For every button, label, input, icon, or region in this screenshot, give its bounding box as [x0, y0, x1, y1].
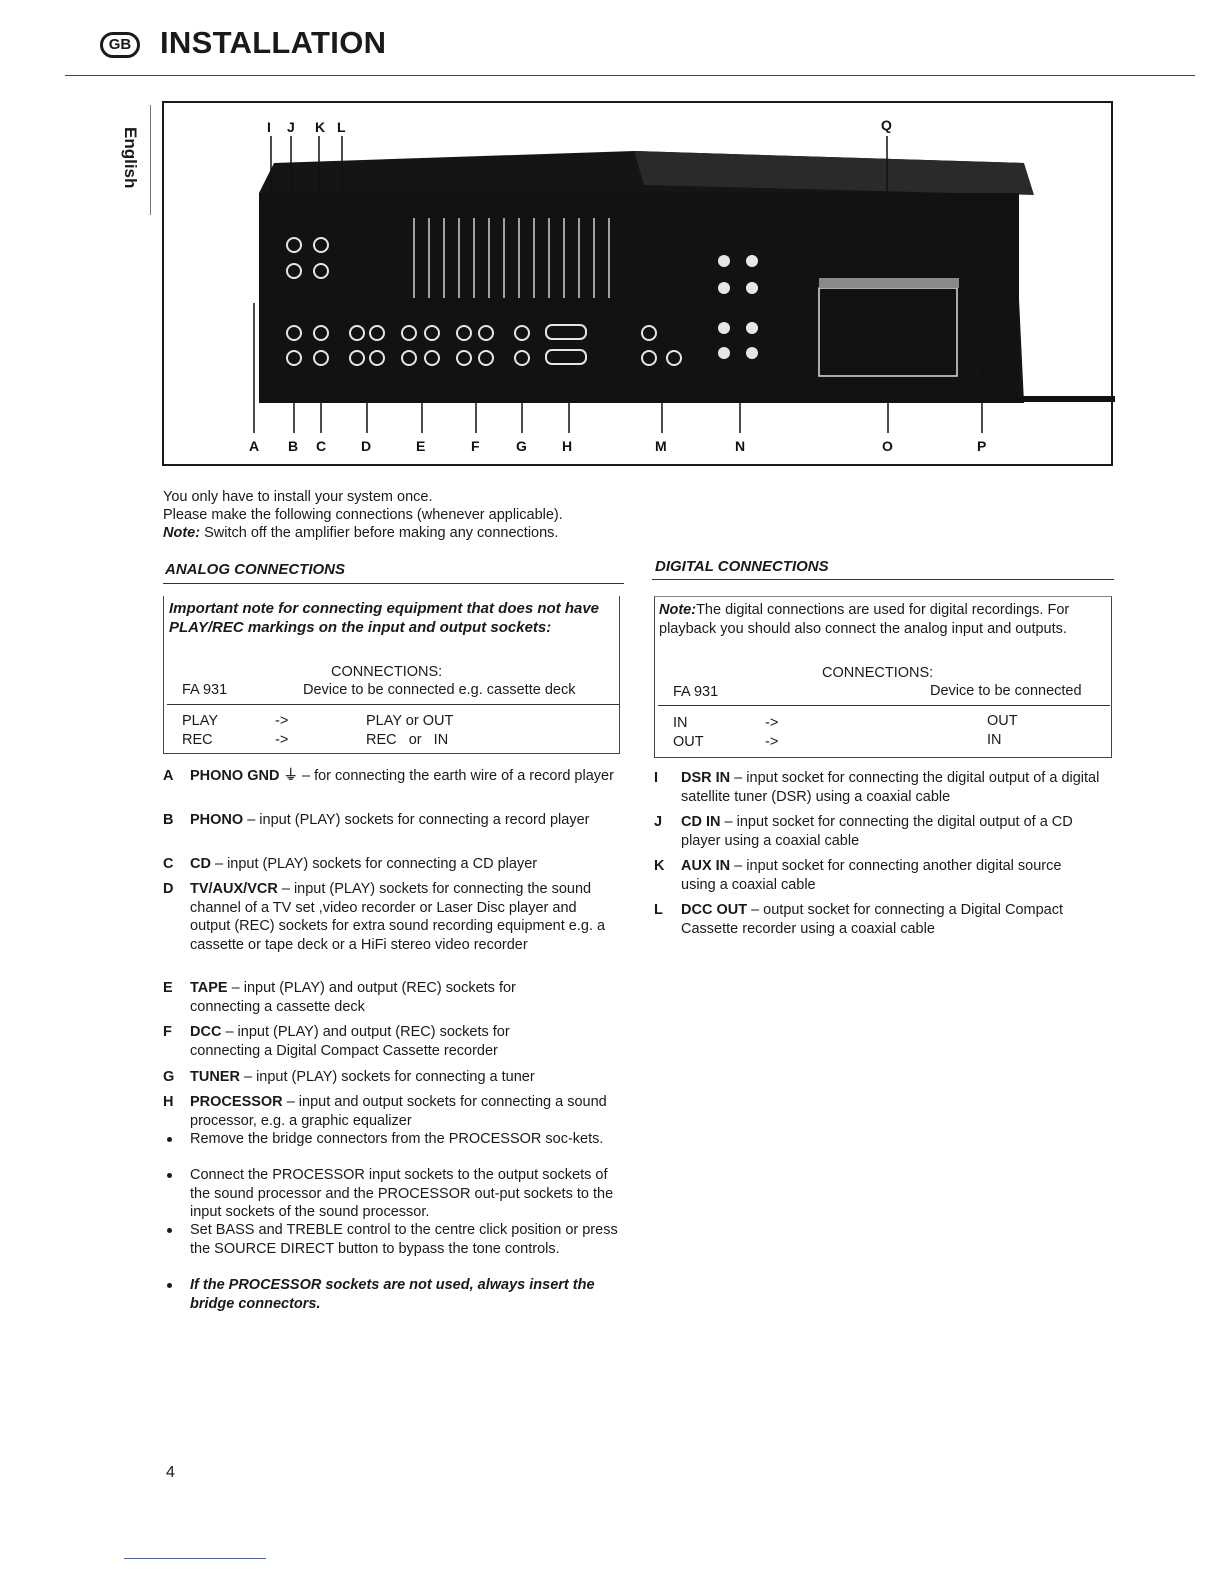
figure-label-i: I	[267, 119, 271, 135]
item-name: PROCESSOR	[190, 1094, 283, 1110]
digital-row1-b: OUT	[987, 713, 1018, 729]
bullet-icon	[167, 1283, 172, 1288]
language-side-tab	[110, 105, 151, 215]
item-key: J	[654, 814, 663, 830]
item-key: D	[163, 881, 174, 897]
bullet-icon	[167, 1173, 172, 1178]
digital-note-key: Note:	[659, 602, 697, 618]
item-key: L	[654, 902, 663, 918]
analog-row2-a: REC	[182, 732, 213, 748]
analog-heading-rule	[163, 583, 624, 584]
item-text: – input socket for connecting the digital output of a digital satellite tuner (DSR) using a coaxial cable	[681, 770, 1100, 805]
intro-note	[163, 524, 643, 542]
digital-heading: DIGITAL CONNECTIONS	[655, 558, 829, 575]
item-text: – for connecting the earth wire of a record player	[297, 768, 614, 784]
item-text: – input (PLAY) sockets for connecting a tuner	[239, 1069, 535, 1085]
analog-row1-a: PLAY	[182, 713, 219, 729]
digital-row2-arrow: ->	[765, 734, 779, 750]
page-title: INSTALLATION	[160, 25, 387, 60]
bullet-icon	[167, 1228, 172, 1233]
analog-col1-header: FA 931	[182, 682, 228, 698]
page-number: 4	[166, 1464, 175, 1481]
intro-line-1: You only have to install your system once.	[163, 489, 433, 505]
figure-label-d: D	[361, 438, 372, 454]
figure-label-g: G	[516, 438, 527, 454]
intro-note-key: Note:	[163, 525, 201, 541]
item-text: – input socket for connecting the digital output of a CD player using a coaxial cable	[681, 814, 1073, 849]
analog-item-g	[163, 1068, 623, 1088]
item-text: – input and output sockets for connecting a sound processor, e.g. a graphic equalizer	[190, 1094, 607, 1129]
analog-item-h	[163, 1093, 623, 1133]
item-key: H	[163, 1094, 174, 1110]
analog-item-c	[163, 855, 623, 875]
figure-label-h: H	[562, 438, 573, 454]
language-badge: GB	[100, 32, 140, 58]
analog-row2-b: REC or IN	[366, 732, 449, 748]
item-name: AUX IN	[681, 858, 731, 874]
figure-label-l: L	[337, 119, 346, 135]
rear-panel-illustration	[164, 103, 1115, 468]
item-text: – output socket for connecting a Digital Compact Cassette recorder using a coaxial cable	[681, 902, 1064, 937]
analog-bullet-1: Remove the bridge connectors from the PROCESSOR soc-kets.	[163, 1130, 625, 1168]
item-name: PHONO GND ⏚	[190, 768, 298, 784]
digital-row1-arrow: ->	[765, 715, 779, 731]
figure-label-m: M	[655, 438, 667, 454]
figure-label-e: E	[416, 438, 426, 454]
item-name: CD	[190, 856, 211, 872]
intro-line-2: Please make the following connections (whenever applicable).	[163, 507, 563, 523]
analog-box-note: Important note for connecting equipment that does not have PLAY/REC markings on the input and output sockets:	[169, 600, 600, 636]
digital-row1-a: IN	[673, 715, 688, 731]
footer-mark	[124, 1558, 266, 1559]
digital-item-l	[654, 901, 1124, 941]
digital-col2-header: Device to be connected	[930, 683, 1082, 699]
analog-bullet-3: Set BASS and TREBLE control to the centre click position or press the SOURCE DIRECT button to bypass the tone controls.	[163, 1221, 625, 1277]
analog-item-b	[163, 811, 623, 851]
rear-panel-figure	[162, 101, 1113, 466]
item-key: G	[163, 1069, 175, 1085]
side-tab-label: English	[121, 127, 140, 189]
analog-bullet-final: If the PROCESSOR sockets are not used, always insert the bridge connectors.	[163, 1276, 625, 1316]
figure-label-c: C	[316, 438, 327, 454]
analog-item-d	[163, 880, 623, 976]
analog-row1-b: PLAY or OUT	[366, 713, 454, 729]
analog-heading: ANALOG CONNECTIONS	[165, 561, 345, 578]
digital-note-text: The digital connections are used for digital recordings. For playback you should also connect the analog input and outputs.	[659, 602, 1070, 637]
item-text: – input (PLAY) sockets for connecting a CD player	[210, 856, 538, 872]
figure-label-a: A	[249, 438, 260, 454]
item-text: – input (PLAY) and output (REC) sockets for connecting a cassette deck	[190, 980, 516, 1015]
digital-row2-a: OUT	[673, 734, 704, 750]
digital-connections-label: CONNECTIONS:	[822, 665, 934, 681]
item-text: – input (PLAY) sockets for connecting a record player	[243, 812, 590, 828]
digital-item-i	[654, 769, 1116, 809]
item-name: TUNER	[190, 1069, 240, 1085]
digital-row2-b: IN	[987, 732, 1002, 748]
figure-label-q: Q	[881, 117, 892, 133]
intro-text	[163, 488, 643, 542]
item-text: – input (PLAY) sockets for connecting the sound channel of a TV set ,video recorder or Laser Disc player and output (REC) sockets for extra sound recording equipment e.g. a cassette or tape deck or a HiFi stereo video recorder	[190, 881, 606, 953]
analog-connections-label: CONNECTIONS:	[331, 664, 443, 680]
figure-label-f: F	[471, 438, 480, 454]
figure-label-o: O	[882, 438, 893, 454]
digital-col1-header: FA 931	[673, 684, 719, 700]
figure-label-p: P	[977, 438, 987, 454]
digital-note-box	[654, 596, 1112, 758]
digital-item-k	[654, 857, 1116, 897]
analog-bullet-2: Connect the PROCESSOR input sockets to the output sockets of the sound processor and the PROCESSOR out-put sockets to the input sockets of the sound processor.	[163, 1166, 625, 1222]
item-key: B	[163, 812, 174, 828]
intro-note-text: Switch off the amplifier before making any connections.	[200, 525, 559, 541]
analog-note-box	[163, 596, 620, 754]
item-key: C	[163, 856, 174, 872]
digital-table-rule	[658, 705, 1110, 706]
item-name: DCC	[190, 1024, 222, 1040]
item-key: E	[163, 980, 173, 996]
figure-label-k: K	[315, 119, 326, 135]
item-text: – input (PLAY) and output (REC) sockets for connecting a Digital Compact Cassette recorder	[190, 1024, 510, 1059]
item-name: DSR IN	[681, 770, 731, 786]
item-text: – input socket for connecting another digital source using a coaxial cable	[681, 858, 1062, 893]
figure-label-n: N	[735, 438, 746, 454]
figure-label-b: B	[288, 438, 299, 454]
analog-item-e	[163, 979, 623, 1019]
item-name: DCC OUT	[681, 902, 748, 918]
item-name: PHONO	[190, 812, 244, 828]
item-name: CD IN	[681, 814, 721, 830]
digital-box-note	[659, 601, 1104, 639]
analog-row2-arrow: ->	[275, 732, 289, 748]
analog-row1-arrow: ->	[275, 713, 289, 729]
item-key: I	[654, 770, 659, 786]
analog-item-a	[163, 767, 623, 807]
analog-item-f	[163, 1023, 623, 1063]
item-key: A	[163, 768, 174, 784]
item-name: TAPE	[190, 980, 228, 996]
header-divider	[65, 75, 1195, 76]
digital-item-j	[654, 813, 1116, 853]
analog-col2-header: Device to be connected e.g. cassette deck	[303, 682, 576, 698]
bullet-icon	[167, 1137, 172, 1142]
digital-heading-rule	[652, 579, 1114, 580]
figure-label-j: J	[287, 119, 295, 135]
item-key: K	[654, 858, 665, 874]
analog-table-rule	[167, 704, 619, 705]
item-name: TV/AUX/VCR	[190, 881, 278, 897]
item-key: F	[163, 1024, 172, 1040]
